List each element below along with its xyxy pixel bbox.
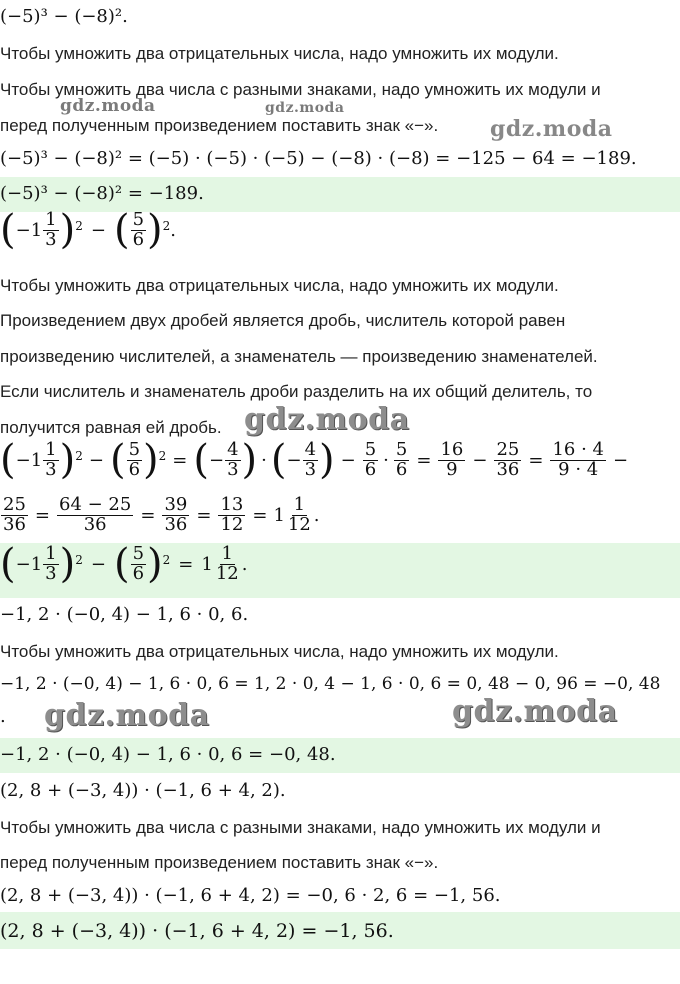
problem4-solution: (2, 8 + (−3, 4)) · (−1, 6 + 4, 2) = −0, 6 · 2, 6 = −1, 56. xyxy=(0,885,501,906)
problem1-solution: (−5)³ − (−8)² = (−5) · (−5) · (−5) − (−8) · (−8) = −125 − 64 = −189. xyxy=(0,148,637,169)
problem1-answer: (−5)³ − (−8)² = −189. xyxy=(0,183,204,204)
watermark-logo: gdz.moda xyxy=(265,100,345,116)
problem2-rule3b: получится равная ей дробь. xyxy=(0,418,222,437)
problem3-answer: −1, 2 · (−0, 4) − 1, 6 · 0, 6 = −0, 48. xyxy=(0,744,336,765)
problem4-expression: (2, 8 + (−3, 4)) · (−1, 6 + 4, 2). xyxy=(0,780,286,801)
problem1-expression: (−5)³ − (−8)². xyxy=(0,6,128,27)
problem2-rule1: Чтобы умножить два отрицательных числа, надо умножить их модули. xyxy=(0,276,559,295)
watermark-logo: gdz.moda xyxy=(490,116,613,142)
problem2-expression: ( − 1 $\frac{1}{3}$ ) $^2$ − ( $\frac{5}{6}$ ) $^2$ . xyxy=(0,207,176,253)
problem4-rule1b: перед полученным произведением поставить знак «−». xyxy=(0,853,439,872)
problem4-rule1a: Чтобы умножить два числа с разными знаками, надо умножить их модули и xyxy=(0,818,601,837)
watermark-logo: gdz.moda xyxy=(44,698,210,733)
problem3-expression: −1, 2 · (−0, 4) − 1, 6 · 0, 6. xyxy=(0,604,249,625)
problem2-solution-line2: $\frac{25}{36}$ = $\frac{64 - 25}{36}$ = $\frac{39}{36}$ = $\frac{13}{12}$ = 1 $\frac{1}{12}$ . xyxy=(3,494,320,535)
problem1-rule2b: перед полученным произведением поставить знак «−». xyxy=(0,116,439,135)
problem1-rule1: Чтобы умножить два отрицательных числа, надо умножить их модули. xyxy=(0,44,559,63)
watermark-logo: gdz.moda xyxy=(60,96,156,116)
problem3-solution: −1, 2 · (−0, 4) − 1, 6 · 0, 6 = 1, 2 · 0, 4 − 1, 6 · 0, 6 = 0, 48 − 0, 96 = −0, 48 xyxy=(0,674,661,694)
problem3-solution-dot: . xyxy=(0,706,6,727)
problem3-rule1: Чтобы умножить два отрицательных числа, надо умножить их модули. xyxy=(0,642,559,661)
problem2-rule2b: произведению числителей, а знаменатель — произведению знаменателей. xyxy=(0,347,598,366)
problem2-solution-line1: ( − 1 $\frac{1}{3}$ ) $^2$ − ( $\frac{5}{6}$ ) $^2$ = ( − $\frac{4}{3}$ ) · ( − $\frac{4}{3}$ ) − $\frac{5}{6}$ · $\frac{5}{6}$ = $\frac{16}{9}$ − $\frac{25}{36}$ = $\frac{16 \cdot 4}{9 \cdot 4}$ − xyxy=(0,437,629,483)
problem2-answer: ( − 1 $\frac{1}{3}$ ) $^2$ − ( $\frac{5}{6}$ ) $^2$ = 1 $\frac{1}{12}$ . xyxy=(0,541,248,587)
problem2-rule2a: Произведением двух дробей является дробь, числитель которой равен xyxy=(0,311,566,330)
problem4-answer: (2, 8 + (−3, 4)) · (−1, 6 + 4, 2) = −1, 56. xyxy=(0,920,394,942)
problem2-rule3a: Если числитель и знаменатель дроби разделить на их общий делитель, то xyxy=(0,382,593,401)
problem1-rule2a: Чтобы умножить два числа с разными знаками, надо умножить их модули и xyxy=(0,80,601,99)
watermark-logo: gdz.moda xyxy=(244,402,410,437)
watermark-logo: gdz.moda xyxy=(452,694,618,729)
